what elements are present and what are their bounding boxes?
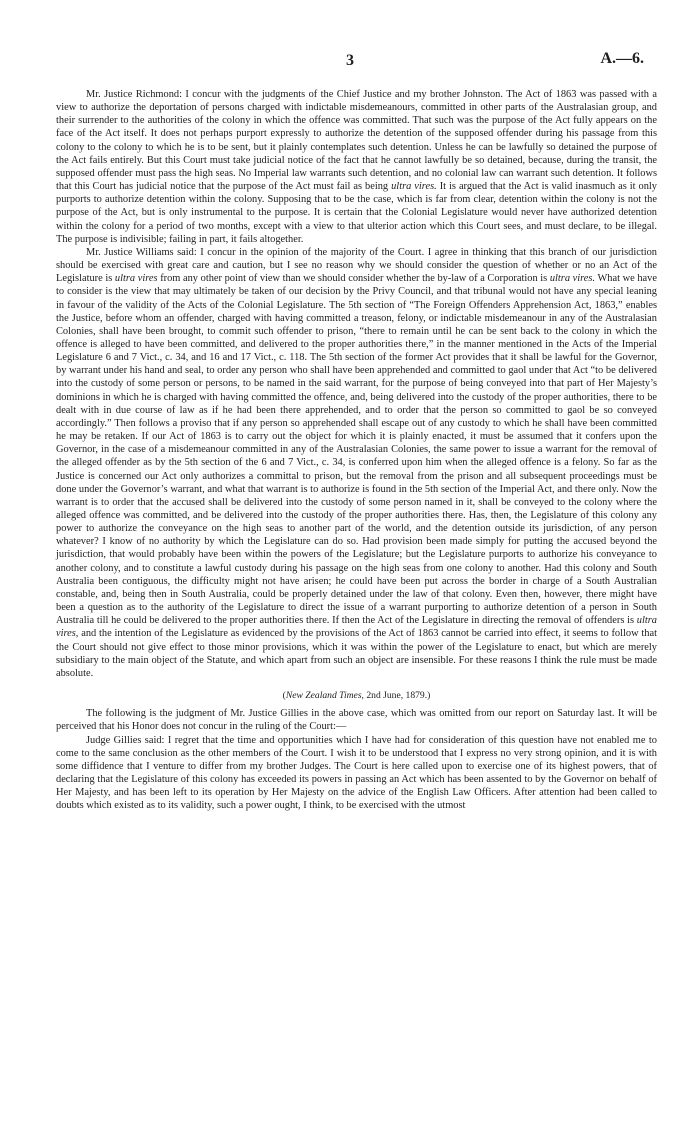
- paragraph-gillies-judgment: Judge Gillies said: I regret that the time and opportunities which I have had for consideration of this question have not enabled me to come to the same conclusion as the other members of the Court. I wish it to be understood that I express no very strong opinion, and it is with some diffidence that I venture to differ from my brother Judges. The Court is here called upon to exercise one of its highest powers, that of declaring that the Legislature of this colony has exceeded its powers in passing an Act which has been assented to by the Governor on behalf of Her Majesty, and has been left to its operation by Her Majesty on the advice of the English Law Officers. After attention had been called to doubts which existed as to its validity, such a power ought, I think, to be exercised with the utmost: [56, 734, 657, 812]
- latin-term: ultra vires.: [549, 273, 596, 285]
- paragraph-text: and the intention of the Legislature as evidenced by the provisions of the Act of 1863 cannot be carried into effect, it seems to follow that the Court should not give effect to those minor provisions, which it was within the power of the Legislature to enact, but which are merely subsidiary to the main object of the Statute, and which apart from such an object are insensible. For these reasons I think the rule must be made absolute.: [56, 628, 657, 679]
- source-date: 2nd June, 1879.: [366, 690, 428, 702]
- page-number: 3: [346, 52, 354, 69]
- paragraph-text: Mr. Justice Richmond: I concur with the judgments of the Chief Justice and my brother Johnston. The Act of 1863 was passed with a view to authorize the deportation of persons charged with indictable misdemeanours, committed in other parts of the Australasian group, and their surrender to the authorities of the colony in which the offence was committed. That such was the purpose of the Act fully appears on the face of the Act itself. It does not perhaps purport expressly to authorize the detention of the supposed offender during his passage from this colony to the colony to which he is to be sent, but it plainly contemplates such detention. Unless he can be lawfully so detained the purpose of the Act fails entirely. But this Court must take judicial notice of the fact that he cannot lawfully be so detained, because, during the transit, the supposed offender must pass the high seas. No Imperial law warrants such detention, and no colonial law can warrant such detention. It follows that this Court has judicial notice that the purpose of the Act must fail as being: [56, 89, 657, 193]
- source-citation: (New Zealand Times, 2nd June, 1879.): [282, 690, 431, 702]
- source-name: New Zealand Times,: [285, 690, 364, 702]
- paragraph-text: What we have to consider is the view that may ultimately be taken of our decision by the Privy Council, and that tribunal would not have any special leaning in favour of the validity of the Acts of the Colonial Legislature. The 5th section of “The Foreign Offenders Apprehension Act, 1863,” enables the Justice, before whom an offender, charged with having committed a treason, felony, or indictable misdemeanour in any of the Australasian Colonies, shall have been brought, to commit such offender to prison, “there to remain until he can be sent back to the colony in which the offence is alleged to have been committed, and delivered to the proper authorities there,” in the manner mentioned in the Acts of the Imperial Legislature 6 and 7 Vict., c. 34, and 16 and 17 Vict., c. 118. The 5th section of the former Act provides that it shall be lawful for the Governor, by warrant under his hand and seal, to order any person who shall have been apprehended and committed to gaol under that Act “to be delivered into the custody of some person or persons, to be named in the said warrant, for the purpose of being conveyed into that part of Her Majesty’s dominions in which he is charged with having committed the offence, and, being delivered into the custody of the proper authorities, there to be dealt with in due course of law as if he had been there apprehended, and to order that the person so committed to gaol be so conveyed accordingly.” Then follows a proviso that if any person so apprehended shall escape out of any custody to which he shall have been committed he may be retaken. If our Act of 1863 is to carry out the object for which it is plainly enacted, it must be assumed that it confers upon the Governor, in the case of a misdemeanour committed in any of the Australasian Colonies, the same power to issue a warrant for the removal of the alleged offender as by the 5th section of the 6 and 7 Vict., c. 34, is conferred upon him when the alleged offence is a felony. So far as the Justice is concerned our Act only authorizes a committal to prison, but the removal from the prison and all subsequent proceedings must be done under the Governor’s warrant, and what that warrant is to authorize is found in the 5th section of the Imperial Act, and there only. Now the warrant is to order that the accused shall be delivered into the custody of some person named in it, shall be conveyed to the colony where the alleged offence was committed, and be delivered into the custody of the proper authorities there. Has, then, the Legislature of this colony any power to authorize the conveyance on the high seas to another part of the world, and the detention outside its jurisdiction, of any person whatever? I know of no authority by which the Legislature can do so. Had provision been made simply for putting the accused beyond the jurisdiction, that would probably have been within the powers of the Legislature; but the Legislature purports to authorize his conveyance to another colony, and to constitute a lawful custody during his passage on the high seas from one colony to another. Had this colony and South Australia been contiguous, the difficulty might not have arisen; he could have been put across the border in charge of a South Australian constable, and, being then in South Australia, could be properly detained under the law of that colony. Even then, however, there might have been a question as to the authority of the Legislature to direct the issue of a warrant purporting to authorize detention of a person in South Australia till he could be delivered to the proper authorities there. If then the Act of the Legislature in directing the removal of offenders is: [56, 273, 657, 627]
- paragraph-williams-judgment: [56, 246, 657, 680]
- paragraph-text: from any other point of view than we should consider whether the by-law of a Corporation is: [160, 273, 548, 285]
- paragraph-text: Mr. Justice Williams said: I concur in the opinion of the majority of the Court. I agree in thinking that this branch of our jurisdiction should be exercised with great care and caution, but I see no reason why we should consider the question of whether or no an Act of the Legislature is: [56, 246, 657, 285]
- paragraph-text: It is argued that the Act is valid inasmuch as it only purports to authorize detention within the colony. Supposing that to be the case, which is far from clear, detention within the colony is not the purpose of the Act, but is only instrumental to the purpose. It is certain that the Colonial Legislature would never have authorized detention within the colony for a period of two months, except with a view to that ulterior action which this Court sees, and must declare, to be illegal. The purpose is indivisible; failing in part, it fails altogether.: [56, 181, 657, 245]
- latin-term: ultra vires,: [56, 615, 657, 640]
- document-body: [56, 88, 657, 812]
- paragraph-editorial-note: The following is the judgment of Mr. Justice Gillies in the above case, which was omitted from our report on Saturday last. It will be perceived that his Honor does not concur in the ruling of the Court:—: [56, 708, 657, 733]
- latin-term: ultra vires: [114, 273, 158, 285]
- paragraph-richmond-judgment: [56, 88, 657, 246]
- document-reference: A.—6.: [600, 50, 644, 67]
- latin-term: ultra vires.: [391, 181, 437, 193]
